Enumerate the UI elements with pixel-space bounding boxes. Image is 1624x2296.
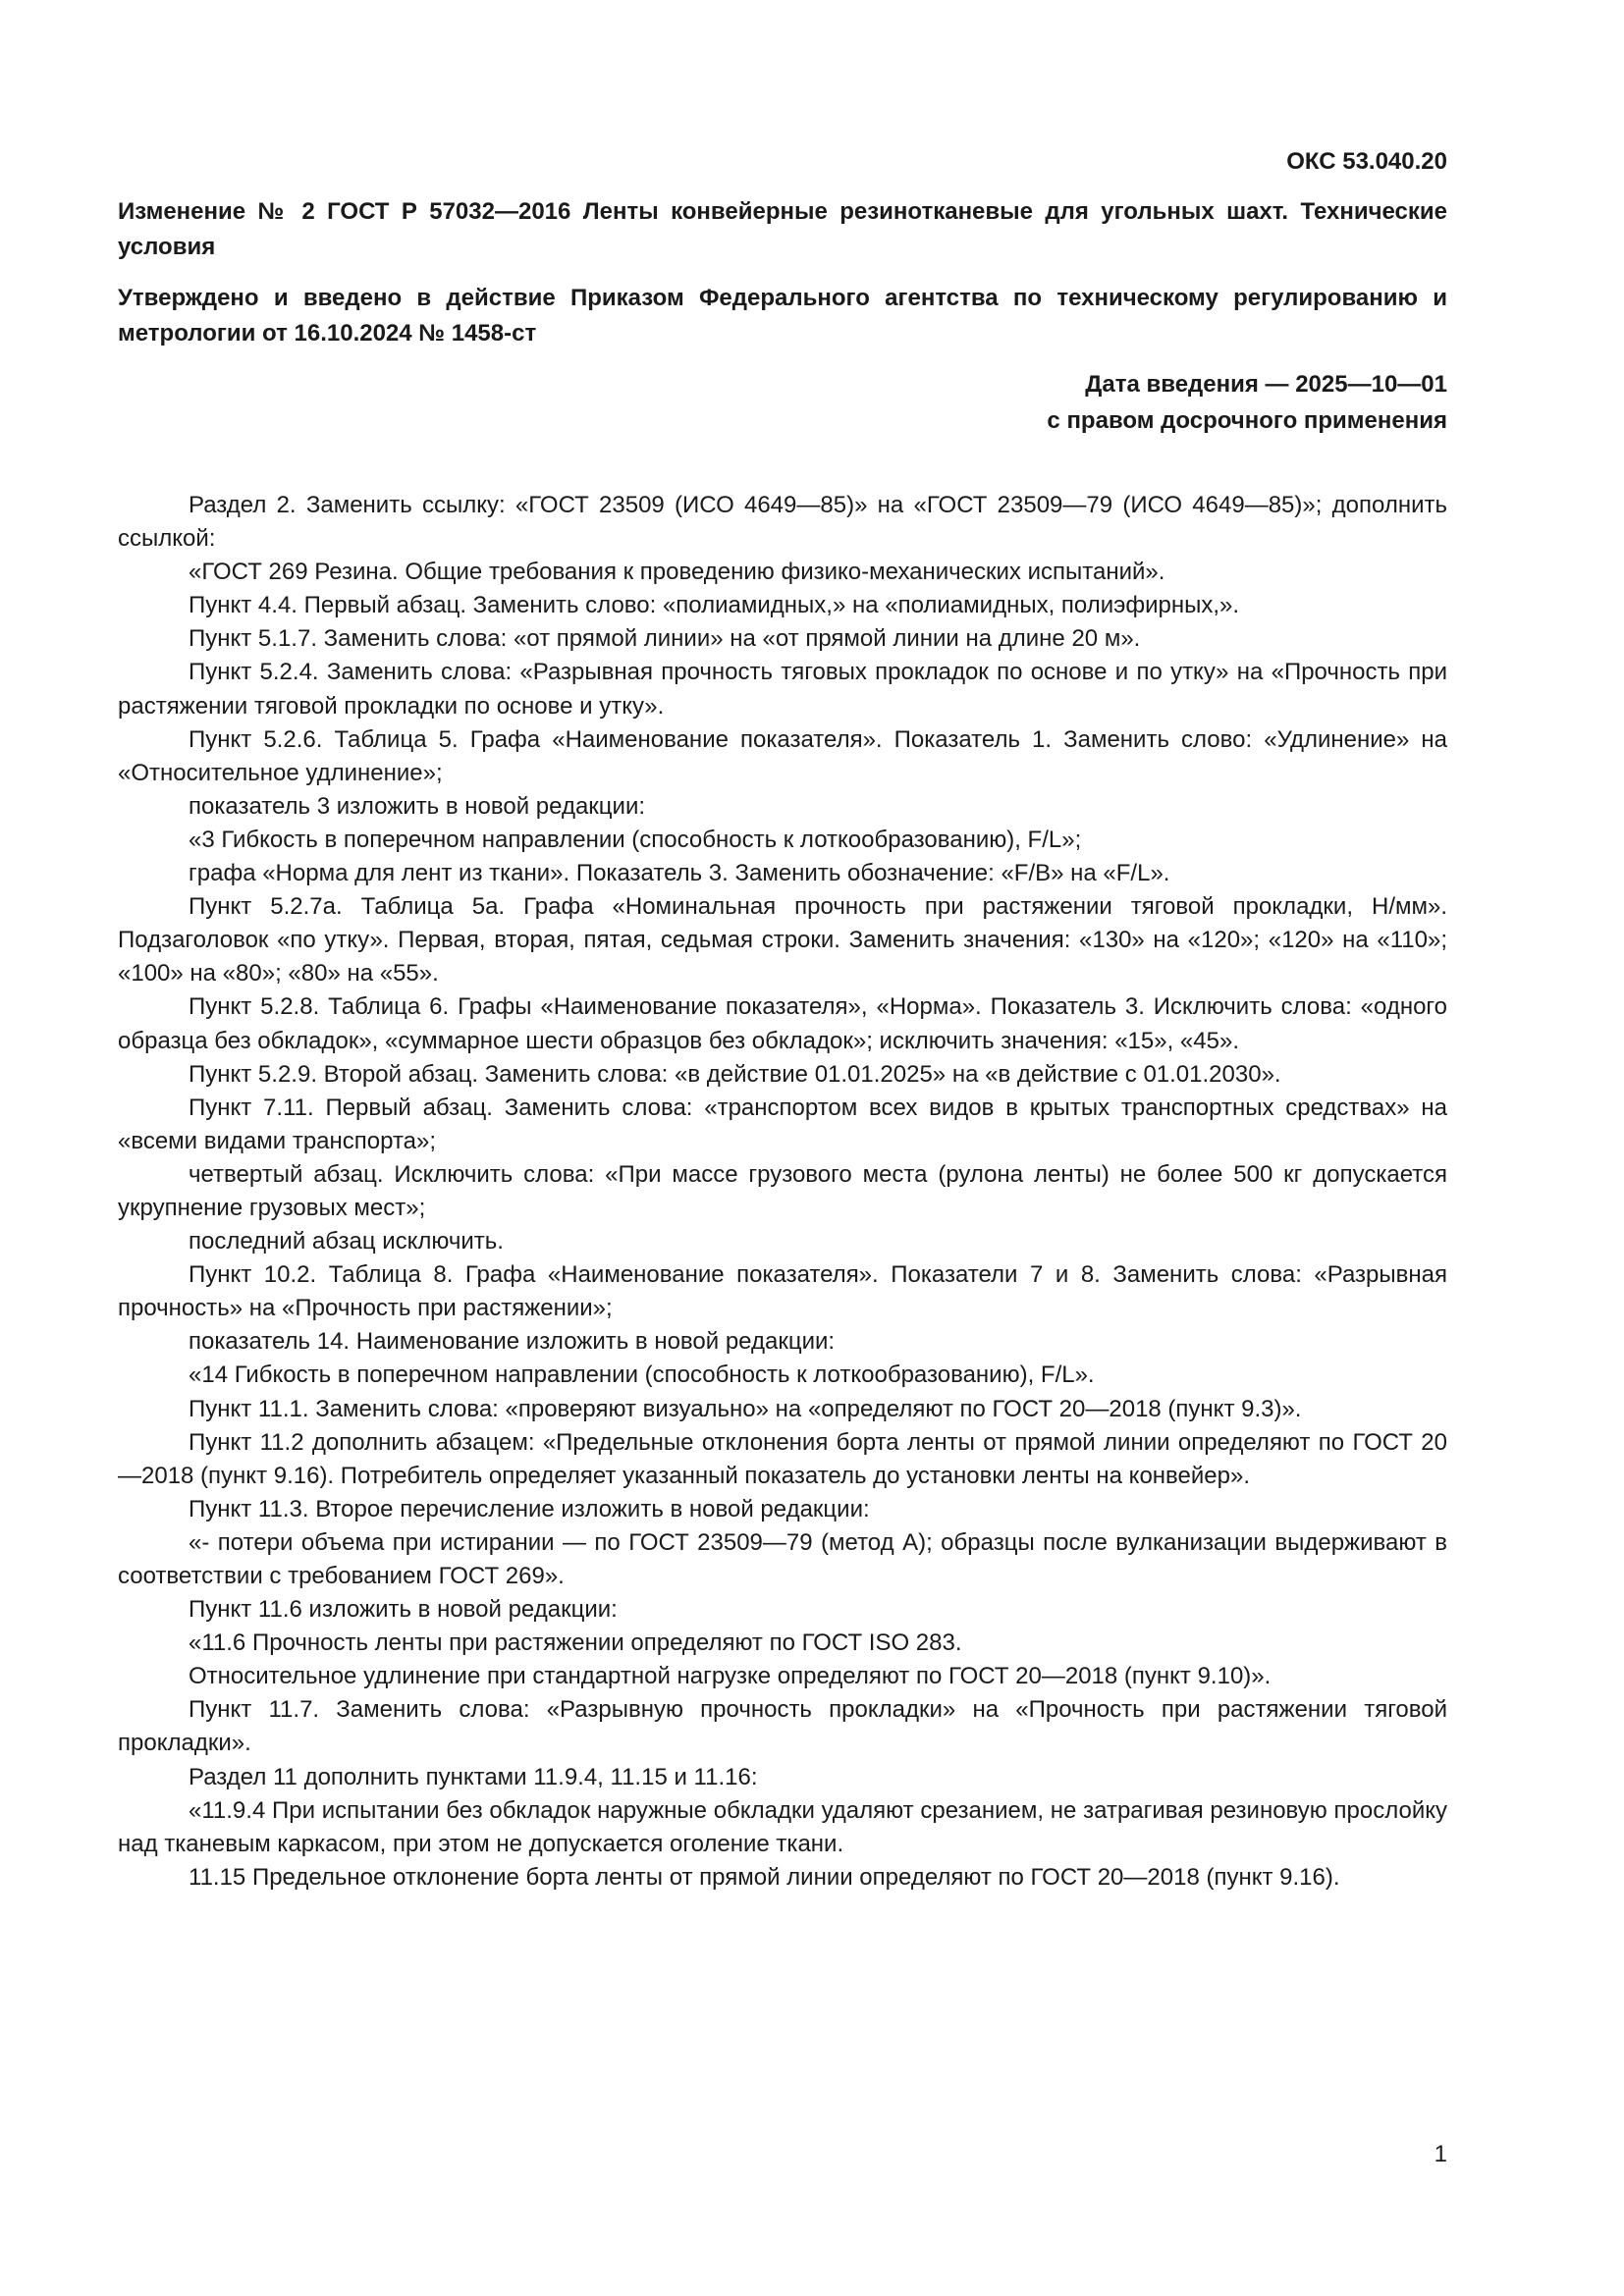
paragraph: «3 Гибкость в поперечном направлении (способность к лоткообразованию), F/L»; — [189, 826, 1082, 853]
paragraph: показатель 3 изложить в новой редакции: — [189, 792, 646, 820]
paragraph: «ГОСТ 269 Резина. Общие требования к проведению физико-механических испытаний». — [189, 559, 1165, 586]
paragraph: Пункт 5.2.7а. Таблица 5а. Графа «Номинальная прочность при растяжении тяговой прокладки, Н/мм». Подзаголовок «по утку». Первая, вторая, пятая, седьмая строки. Заменить значения: «130» на «120»; «120» на «110»; «100» на «80»; «80» на «55». — [118, 893, 1447, 988]
paragraph: Пункт 11.3. Второе перечисление изложить в новой редакции: — [189, 1495, 870, 1522]
approval-statement: Утверждено и введено в действие Приказом Федерального агентства по техническому регулированию и метрологии от 16.10.2024 № 1458-ст — [118, 285, 1447, 347]
classification-code: ОКС 53.040.20 — [1286, 148, 1447, 175]
paragraph: Пункт 10.2. Таблица 8. Графа «Наименование показателя». Показатели 7 и 8. Заменить слова: «Разрывная прочность» на «Прочность при растяжении»; — [118, 1261, 1447, 1322]
paragraph: Пункт 5.1.7. Заменить слова: «от прямой линии» на «от прямой линии на длине 20 м». — [189, 625, 1141, 653]
paragraph: «- потери объема при истирании — по ГОСТ 23509—79 (метод А); образцы после вулканизации выдерживают в соответствии с требованием ГОСТ 269». — [118, 1528, 1447, 1589]
paragraph: показатель 14. Наименование изложить в новой редакции: — [189, 1328, 836, 1356]
document-body — [118, 489, 1447, 1895]
paragraph: Пункт 5.2.6. Таблица 5. Графа «Наименование показателя». Показатель 1. Заменить слово: «Удлинение» на «Относительное удлинение»; — [118, 725, 1447, 786]
paragraph: Раздел 2. Заменить ссылку: «ГОСТ 23509 (ИСО 4649—85)» на «ГОСТ 23509—79 (ИСО 4649—85)»; дополнить ссылкой: — [118, 492, 1447, 553]
paragraph: Пункт 11.1. Заменить слова: «проверяют визуально» на «определяют по ГОСТ 20—2018 (пункт 9.3)». — [189, 1395, 1302, 1422]
paragraph: последний абзац исключить. — [189, 1228, 504, 1255]
paragraph: графа «Норма для лент из ткани». Показатель 3. Заменить обозначение: «F/B» на «F/L». — [189, 860, 1170, 887]
paragraph: 11.15 Предельное отклонение борта ленты от прямой линии определяют по ГОСТ 20—2018 (пункт 9.16). — [189, 1863, 1340, 1891]
paragraph: Пункт 5.2.4. Заменить слова: «Разрывная прочность тяговых прокладок по основе и по утку» на «Прочность при растяжении тяговой прокладки по основе и утку». — [118, 659, 1447, 720]
page-number: 1 — [1434, 2141, 1447, 2167]
paragraph: «14 Гибкость в поперечном направлении (способность к лоткообразованию), F/L». — [189, 1362, 1095, 1389]
paragraph: четвертый абзац. Исключить слова: «При массе грузового места (рулона ленты) не более 500 кг допускается укрупнение грузовых мест»; — [118, 1160, 1447, 1221]
document-title: Изменение № 2 ГОСТ Р 57032—2016 Ленты конвейерные резинотканевые для угольных шахт. Технические условия — [118, 198, 1447, 260]
effective-date-block — [118, 366, 1447, 439]
paragraph: Пункт 7.11. Первый абзац. Заменить слова: «транспортом всех видов в крытых транспортных средствах» на «всеми видами транспорта»; — [118, 1094, 1447, 1154]
paragraph: Пункт 11.2 дополнить абзацем: «Предельные отклонения борта ленты от прямой линии определяют по ГОСТ 20—2018 (пункт 9.16). Потребитель определяет указанный показатель до установки ленты на конвейер». — [118, 1428, 1447, 1489]
paragraph: Пункт 5.2.9. Второй абзац. Заменить слова: «в действие 01.01.2025» на «в действие с 01.01.2030». — [189, 1060, 1281, 1088]
paragraph: «11.9.4 При испытании без обкладок наружные обкладки удаляют срезанием, не затрагивая резиновую прослойку над тканевым каркасом, при этом не допускается оголение ткани. — [118, 1796, 1447, 1857]
paragraph: Пункт 11.6 изложить в новой редакции: — [189, 1596, 618, 1624]
early-application-note: с правом досрочного применения — [1047, 407, 1447, 434]
effective-date: Дата введения — 2025—10—01 — [1085, 371, 1447, 398]
paragraph: «11.6 Прочность ленты при растяжении определяют по ГОСТ ISO 283. — [189, 1629, 962, 1657]
paragraph: Пункт 5.2.8. Таблица 6. Графы «Наименование показателя», «Норма». Показатель 3. Исключить слова: «одного образца без обкладок», «суммарное шести образцов без обкладок»; исключить значения: «15», «45». — [118, 993, 1447, 1054]
paragraph: Относительное удлинение при стандартной нагрузке определяют по ГОСТ 20—2018 (пункт 9.10)». — [189, 1663, 1272, 1690]
paragraph: Пункт 11.7. Заменить слова: «Разрывную прочность прокладки» на «Прочность при растяжении тяговой прокладки». — [118, 1696, 1447, 1757]
paragraph: Пункт 4.4. Первый абзац. Заменить слово: «полиамидных,» на «полиамидных, полиэфирных,». — [189, 592, 1240, 619]
paragraph: Раздел 11 дополнить пунктами 11.9.4, 11.15 и 11.16: — [189, 1763, 758, 1790]
